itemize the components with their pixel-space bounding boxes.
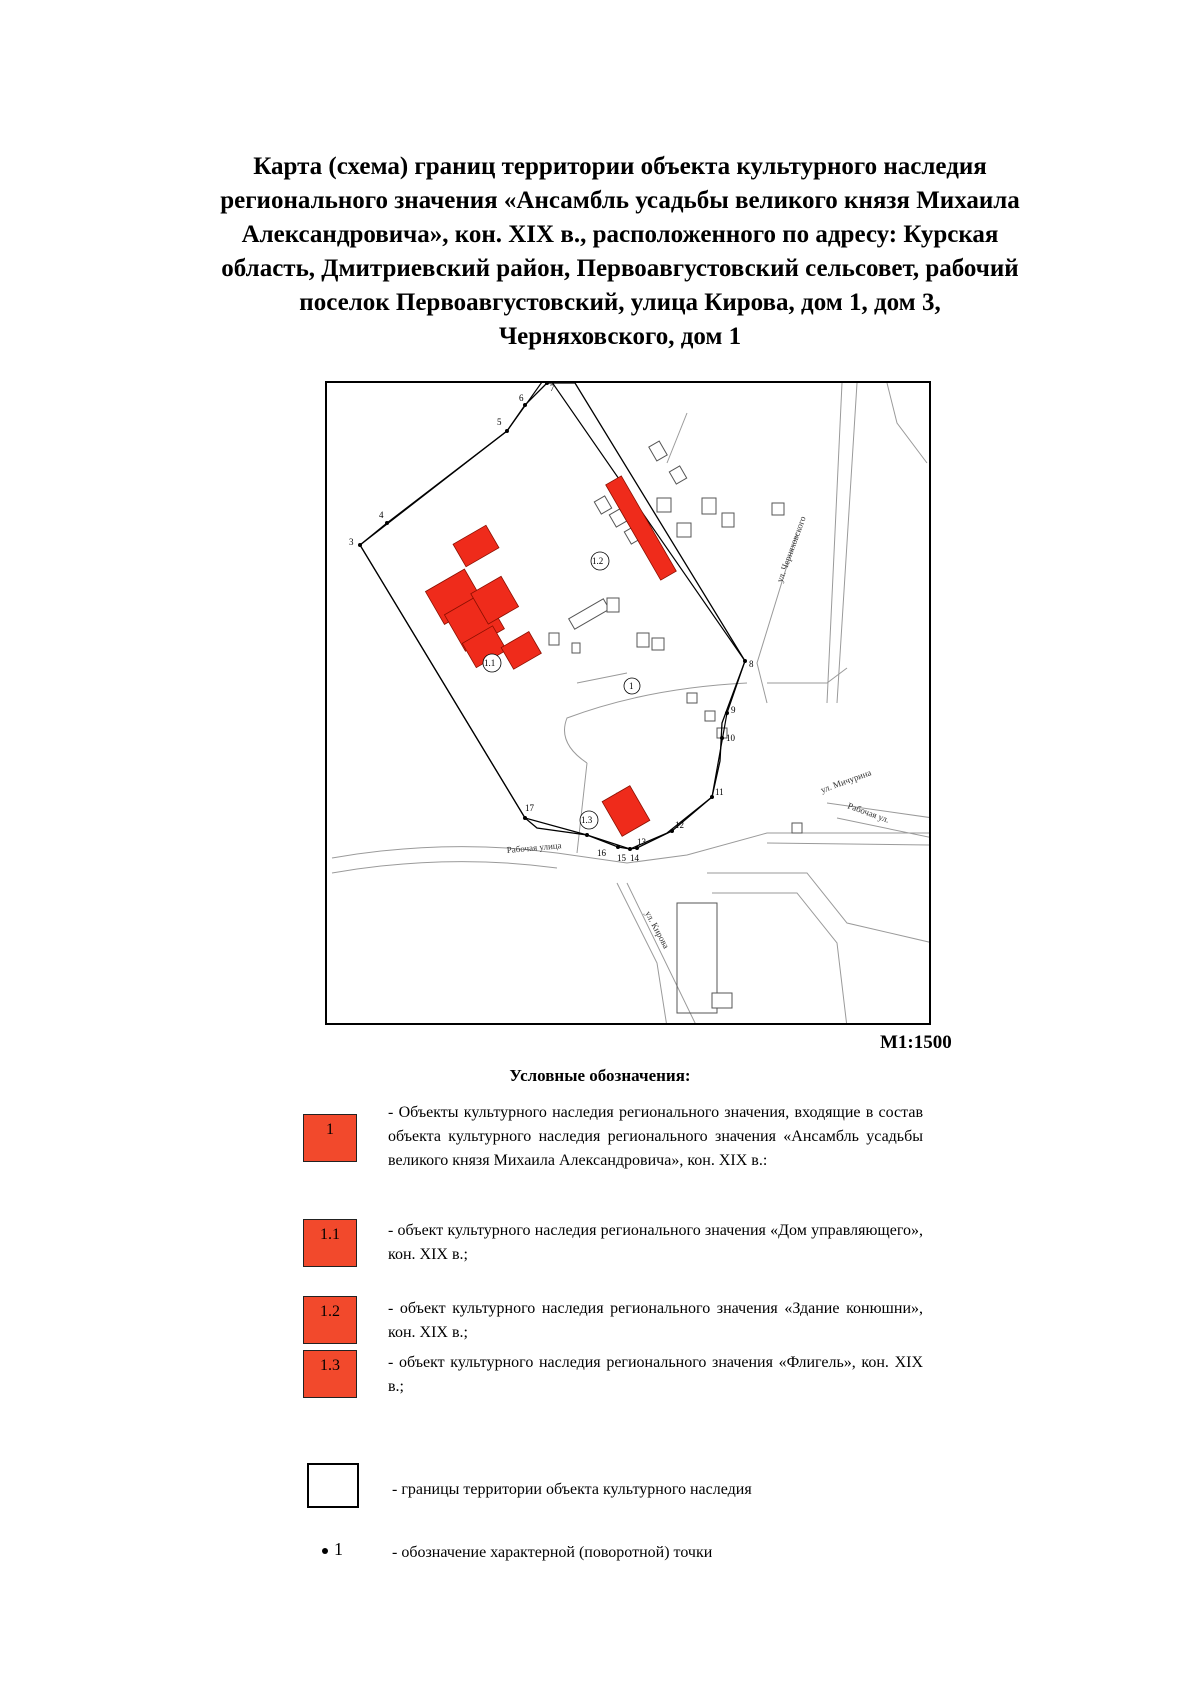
object-label: 1.1: [484, 658, 496, 668]
point-label: 14: [630, 853, 639, 863]
legend-swatch-1-3: 1.3: [303, 1350, 357, 1398]
point-marker: [385, 521, 389, 525]
point-marker: [523, 403, 527, 407]
point-marker: [358, 543, 362, 547]
outlined-buildings: [549, 441, 802, 1013]
building-1-1-e: [501, 632, 541, 670]
legend-boundary-text: - границы территории объекта культурного наследия: [392, 1481, 752, 1498]
point-label: 10: [726, 733, 735, 743]
point-label: 5: [497, 417, 502, 427]
legend-swatch-1-2: 1.2: [303, 1296, 357, 1344]
background-lines: [332, 383, 931, 1025]
point-marker: [628, 847, 632, 851]
document-title: [140, 150, 1100, 354]
building-1-1-annex: [453, 525, 499, 567]
point-label: 4: [379, 510, 384, 520]
point-label: 16: [597, 848, 606, 858]
street-label: ул. Черняховского: [774, 514, 808, 584]
legend-point-text: - обозначение характерной (поворотной) точки: [392, 1544, 713, 1561]
point-marker: [720, 736, 724, 740]
title-line: Александровича», кон. XIX в., расположенного по адресу: Курская: [241, 221, 999, 248]
title-line: Черняховского, дом 1: [498, 323, 742, 350]
point-label: 9: [731, 705, 736, 715]
legend-point-symbol: [322, 1539, 343, 1560]
point-label: 13: [637, 837, 646, 847]
street-label: ул. Кирова: [643, 909, 672, 951]
point-marker: [743, 659, 747, 663]
title-line: область, Дмитриевский район, Первоавгустовский сельсовет, рабочий: [221, 255, 1019, 282]
object-label: 1.2: [592, 556, 604, 566]
point-label: 15: [617, 853, 626, 863]
boundary-map: [327, 383, 931, 1025]
heritage-buildings: [425, 476, 676, 836]
title-line: поселок Первоавгустовский, улица Кирова, дом 1, дом 3,: [299, 289, 941, 316]
point-label: 12: [675, 820, 684, 830]
title-line: регионального значения «Ансамбль усадьбы великого князя Михаила: [220, 187, 1020, 214]
point-dot-icon: [322, 1548, 328, 1554]
object-label: 1: [629, 681, 634, 691]
street-label: Рабочая улица: [506, 840, 562, 855]
point-labels: [349, 383, 754, 863]
point-label: 17: [525, 803, 534, 813]
point-marker: [616, 845, 620, 849]
legend-swatch-1-1: 1.1: [303, 1219, 357, 1267]
point-marker: [725, 711, 729, 715]
point-marker: [585, 833, 589, 837]
point-label: 8: [749, 659, 754, 669]
point-marker: [670, 829, 674, 833]
point-marker: [523, 816, 527, 820]
map-scale: М1:1500: [880, 1032, 952, 1053]
legend-point-number: 1: [334, 1539, 343, 1559]
point-label: 3: [349, 537, 354, 547]
legend-title: Условные обозначения:: [509, 1066, 691, 1085]
legend-text-1-1: - объект культурного наследия регионального значения «Дом управляющего», кон. XIX в.;: [388, 1222, 923, 1263]
map-frame: [325, 381, 931, 1025]
building-1-3-wing: [602, 786, 650, 837]
characteristic-points: [358, 383, 747, 851]
territory-boundary: [360, 383, 745, 849]
point-label: 11: [715, 787, 724, 797]
legend-text-1-3: - объект культурного наследия регионального значения «Флигель», кон. XIX в.;: [388, 1354, 923, 1395]
legend-swatch-1: 1: [303, 1114, 357, 1162]
title-line: Карта (схема) границ территории объекта культурного наследия: [253, 153, 987, 180]
object-label: 1.3: [581, 815, 593, 825]
legend-text-1-2: - объект культурного наследия регионального значения «Здание конюшни», кон. XIX в.;: [388, 1300, 923, 1341]
legend-text-1: - Объекты культурного наследия регионального значения, входящие в состав объекта культурного наследия регионального значения «Ансамбль усадьбы великого князя Михаила Александровича», кон. XIX в.:: [388, 1104, 923, 1169]
legend-boundary-swatch: [307, 1463, 359, 1508]
street-label: ул. Мичурина: [819, 767, 873, 795]
point-label: 6: [519, 393, 524, 403]
point-marker: [505, 429, 509, 433]
street-label: Рабочая ул.: [846, 800, 891, 825]
point-marker: [710, 795, 714, 799]
point-label: 7: [550, 383, 555, 393]
